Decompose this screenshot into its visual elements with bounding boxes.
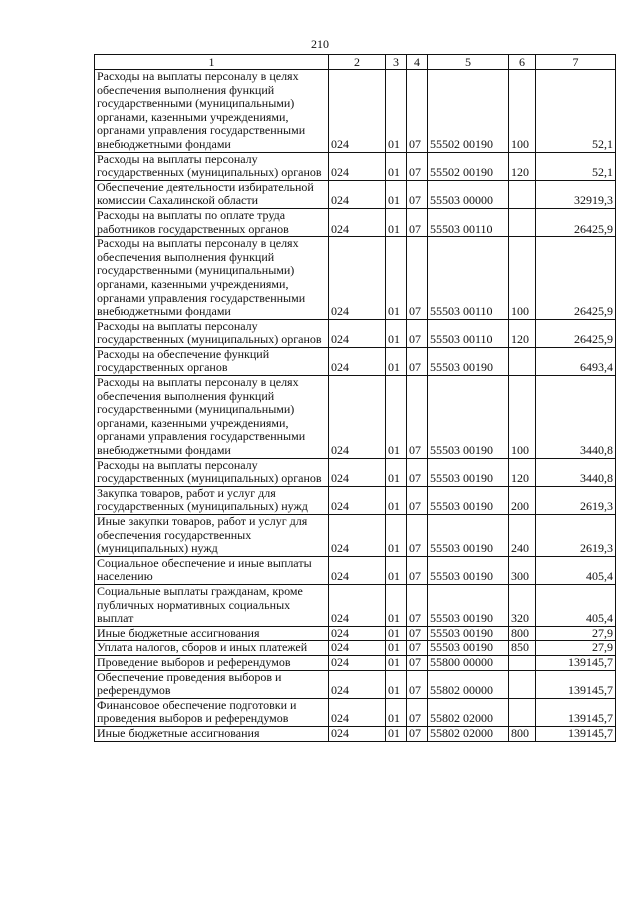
cell-expense-type: 120 [509, 152, 536, 180]
cell-admin-code: 024 [329, 515, 386, 557]
cell-section: 01 [386, 180, 407, 208]
cell-section: 01 [386, 515, 407, 557]
cell-target-article: 55800 00000 [428, 655, 509, 670]
row-name: Расходы на выплаты персоналу государственных (муниципальных) органов [95, 458, 329, 486]
cell-target-article: 55502 00190 [428, 152, 509, 180]
cell-admin-code: 024 [329, 237, 386, 320]
cell-amount: 3440,8 [536, 458, 616, 486]
cell-target-article: 55503 00190 [428, 458, 509, 486]
cell-amount: 52,1 [536, 152, 616, 180]
cell-section: 01 [386, 584, 407, 626]
cell-target-article: 55503 00190 [428, 556, 509, 584]
row-name: Расходы на выплаты персоналу государственных (муниципальных) органов [95, 152, 329, 180]
row-name: Расходы на выплаты персоналу в целях обеспечения выполнения функций государственными (муниципальными) органами, казенными учреждениями, органами управления государственными внебюджетными фондами [95, 376, 329, 459]
cell-expense-type [509, 698, 536, 726]
cell-expense-type: 200 [509, 486, 536, 514]
cell-admin-code: 024 [329, 152, 386, 180]
cell-subsection: 07 [407, 152, 428, 180]
cell-admin-code: 024 [329, 486, 386, 514]
table-row [95, 319, 616, 347]
row-name: Расходы на выплаты персоналу государственных (муниципальных) органов [95, 319, 329, 347]
cell-section: 01 [386, 458, 407, 486]
cell-admin-code: 024 [329, 698, 386, 726]
page-number: 210 [311, 37, 329, 51]
table-row [95, 556, 616, 584]
row-name: Расходы на выплаты персоналу в целях обеспечения выполнения функций государственными (муниципальными) органами, казенными учреждениями, органами управления государственными внебюджетными фондами [95, 237, 329, 320]
table-row [95, 726, 616, 741]
cell-expense-type [509, 670, 536, 698]
cell-amount: 32919,3 [536, 180, 616, 208]
cell-expense-type: 100 [509, 70, 536, 153]
cell-amount: 405,4 [536, 584, 616, 626]
cell-admin-code: 024 [329, 641, 386, 656]
cell-target-article: 55802 02000 [428, 726, 509, 741]
table-row [95, 641, 616, 656]
cell-target-article: 55503 00190 [428, 515, 509, 557]
cell-amount: 27,9 [536, 626, 616, 641]
column-header: 3 [386, 55, 407, 70]
row-name: Расходы на обеспечение функций государственных органов [95, 347, 329, 375]
row-name: Закупка товаров, работ и услуг для государственных (муниципальных) нужд [95, 486, 329, 514]
cell-section: 01 [386, 237, 407, 320]
cell-subsection: 07 [407, 458, 428, 486]
cell-amount: 27,9 [536, 641, 616, 656]
cell-target-article: 55503 00110 [428, 237, 509, 320]
cell-section: 01 [386, 626, 407, 641]
cell-admin-code: 024 [329, 626, 386, 641]
cell-target-article: 55503 00110 [428, 208, 509, 236]
cell-amount: 139145,7 [536, 670, 616, 698]
cell-target-article: 55802 02000 [428, 698, 509, 726]
cell-amount: 139145,7 [536, 655, 616, 670]
cell-admin-code: 024 [329, 670, 386, 698]
cell-section: 01 [386, 670, 407, 698]
row-name: Проведение выборов и референдумов [95, 655, 329, 670]
column-header: 1 [95, 55, 329, 70]
cell-amount: 405,4 [536, 556, 616, 584]
cell-admin-code: 024 [329, 556, 386, 584]
cell-admin-code: 024 [329, 376, 386, 459]
cell-target-article: 55502 00190 [428, 70, 509, 153]
cell-admin-code: 024 [329, 584, 386, 626]
budget-table [94, 54, 616, 742]
cell-subsection: 07 [407, 726, 428, 741]
cell-target-article: 55503 00190 [428, 347, 509, 375]
cell-admin-code: 024 [329, 319, 386, 347]
column-header: 4 [407, 55, 428, 70]
table-row [95, 626, 616, 641]
row-name: Уплата налогов, сборов и иных платежей [95, 641, 329, 656]
column-header: 2 [329, 55, 386, 70]
cell-subsection: 07 [407, 515, 428, 557]
cell-subsection: 07 [407, 180, 428, 208]
cell-expense-type: 320 [509, 584, 536, 626]
table-row [95, 458, 616, 486]
cell-expense-type [509, 208, 536, 236]
cell-amount: 26425,9 [536, 208, 616, 236]
cell-amount: 139145,7 [536, 726, 616, 741]
cell-admin-code: 024 [329, 458, 386, 486]
cell-section: 01 [386, 208, 407, 236]
cell-subsection: 07 [407, 655, 428, 670]
cell-section: 01 [386, 641, 407, 656]
cell-section: 01 [386, 319, 407, 347]
cell-expense-type: 800 [509, 626, 536, 641]
cell-subsection: 07 [407, 237, 428, 320]
cell-section: 01 [386, 655, 407, 670]
cell-target-article: 55503 00000 [428, 180, 509, 208]
cell-expense-type [509, 655, 536, 670]
cell-target-article: 55802 00000 [428, 670, 509, 698]
cell-subsection: 07 [407, 556, 428, 584]
cell-amount: 2619,3 [536, 486, 616, 514]
table-row [95, 70, 616, 153]
cell-expense-type: 120 [509, 458, 536, 486]
cell-subsection: 07 [407, 626, 428, 641]
cell-target-article: 55503 00110 [428, 319, 509, 347]
row-name: Финансовое обеспечение подготовки и проведения выборов и референдумов [95, 698, 329, 726]
cell-subsection: 07 [407, 376, 428, 459]
header-row [95, 55, 616, 70]
column-header: 6 [509, 55, 536, 70]
cell-amount: 2619,3 [536, 515, 616, 557]
table-row [95, 152, 616, 180]
cell-expense-type: 800 [509, 726, 536, 741]
cell-target-article: 55503 00190 [428, 376, 509, 459]
cell-amount: 6493,4 [536, 347, 616, 375]
cell-section: 01 [386, 152, 407, 180]
cell-target-article: 55503 00190 [428, 641, 509, 656]
cell-expense-type [509, 347, 536, 375]
cell-amount: 139145,7 [536, 698, 616, 726]
row-name: Расходы на выплаты персоналу в целях обеспечения выполнения функций государственными (муниципальными) органами, казенными учреждениями, органами управления государственными внебюджетными фондами [95, 70, 329, 153]
table-row [95, 347, 616, 375]
row-name: Обеспечение проведения выборов и референдумов [95, 670, 329, 698]
table-row [95, 486, 616, 514]
table-row [95, 237, 616, 320]
cell-section: 01 [386, 726, 407, 741]
row-name: Обеспечение деятельности избирательной комиссии Сахалинской области [95, 180, 329, 208]
cell-subsection: 07 [407, 347, 428, 375]
cell-amount: 26425,9 [536, 319, 616, 347]
cell-amount: 26425,9 [536, 237, 616, 320]
cell-expense-type: 100 [509, 237, 536, 320]
cell-subsection: 07 [407, 670, 428, 698]
cell-section: 01 [386, 698, 407, 726]
cell-subsection: 07 [407, 641, 428, 656]
column-header: 7 [536, 55, 616, 70]
row-name: Иные закупки товаров, работ и услуг для обеспечения государственных (муниципальных) нужд [95, 515, 329, 557]
cell-section: 01 [386, 376, 407, 459]
row-name: Социальное обеспечение и иные выплаты населению [95, 556, 329, 584]
table-row [95, 515, 616, 557]
cell-admin-code: 024 [329, 655, 386, 670]
table-row [95, 670, 616, 698]
table-row [95, 376, 616, 459]
cell-expense-type: 300 [509, 556, 536, 584]
cell-target-article: 55503 00190 [428, 584, 509, 626]
cell-expense-type: 240 [509, 515, 536, 557]
table-row [95, 208, 616, 236]
row-name: Расходы на выплаты по оплате труда работников государственных органов [95, 208, 329, 236]
cell-subsection: 07 [407, 208, 428, 236]
cell-subsection: 07 [407, 319, 428, 347]
table-row [95, 698, 616, 726]
cell-subsection: 07 [407, 70, 428, 153]
cell-section: 01 [386, 556, 407, 584]
cell-subsection: 07 [407, 584, 428, 626]
cell-expense-type: 120 [509, 319, 536, 347]
cell-admin-code: 024 [329, 347, 386, 375]
table-row [95, 180, 616, 208]
cell-amount: 3440,8 [536, 376, 616, 459]
cell-expense-type [509, 180, 536, 208]
cell-section: 01 [386, 347, 407, 375]
cell-admin-code: 024 [329, 180, 386, 208]
row-name: Иные бюджетные ассигнования [95, 726, 329, 741]
table-row [95, 655, 616, 670]
cell-subsection: 07 [407, 698, 428, 726]
row-name: Социальные выплаты гражданам, кроме публичных нормативных социальных выплат [95, 584, 329, 626]
cell-expense-type: 100 [509, 376, 536, 459]
cell-expense-type: 850 [509, 641, 536, 656]
cell-admin-code: 024 [329, 208, 386, 236]
cell-amount: 52,1 [536, 70, 616, 153]
cell-admin-code: 024 [329, 726, 386, 741]
cell-admin-code: 024 [329, 70, 386, 153]
table-row [95, 584, 616, 626]
column-header: 5 [428, 55, 509, 70]
cell-section: 01 [386, 486, 407, 514]
cell-target-article: 55503 00190 [428, 486, 509, 514]
row-name: Иные бюджетные ассигнования [95, 626, 329, 641]
cell-section: 01 [386, 70, 407, 153]
cell-target-article: 55503 00190 [428, 626, 509, 641]
cell-subsection: 07 [407, 486, 428, 514]
